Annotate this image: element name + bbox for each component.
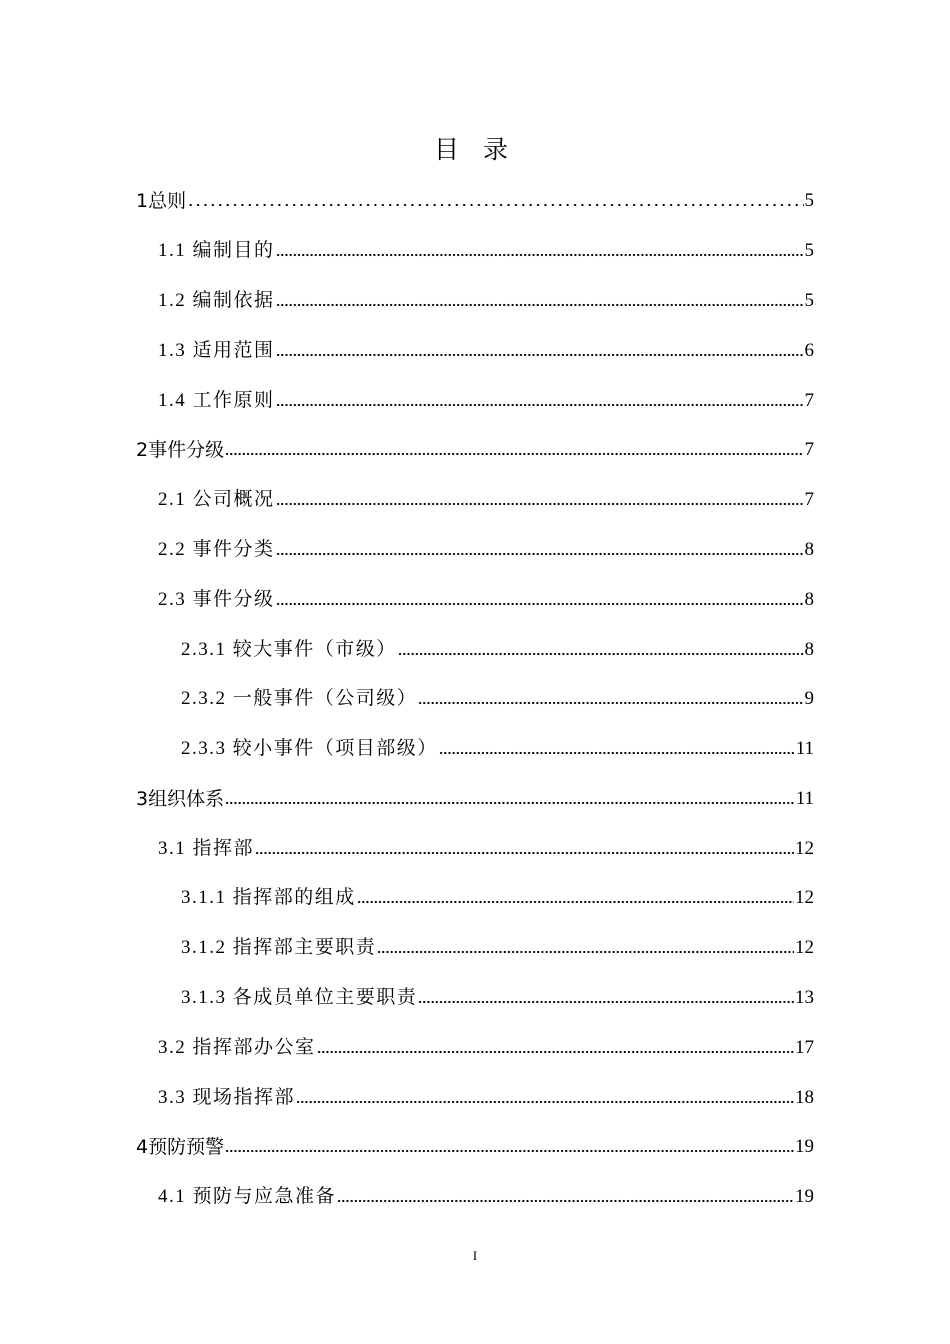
- toc-entry-page: 11: [795, 738, 814, 759]
- toc-entry-label: 3.1 指挥部: [158, 838, 255, 859]
- toc-entry-page: 13: [795, 987, 814, 1008]
- toc-entry-3-3[interactable]: [158, 1083, 814, 1113]
- toc-entry-page: 7: [804, 489, 814, 510]
- toc-entry-page: 18: [795, 1087, 814, 1108]
- toc-entry-page: 8: [804, 589, 814, 610]
- toc-entry-label: 2.3.3 较小事件（项目部级）: [181, 738, 438, 759]
- toc-entry-4[interactable]: [136, 1132, 814, 1162]
- dot-leader: [276, 601, 804, 607]
- dot-leader: [276, 252, 804, 258]
- toc-entry-label: 3.3 现场指挥部: [158, 1087, 296, 1108]
- toc-entry-2-3-1[interactable]: [181, 635, 814, 665]
- toc-entry-label: 1.3 适用范围: [158, 340, 275, 361]
- toc-entry-2-1[interactable]: [158, 485, 814, 515]
- dot-leader: [187, 202, 803, 208]
- toc-entry-3-1-1[interactable]: [181, 883, 814, 913]
- toc-entry-label: 1总则: [136, 190, 187, 212]
- dot-leader: [296, 1099, 794, 1105]
- dot-leader: [225, 800, 795, 806]
- toc-entry-1-4[interactable]: [158, 386, 814, 416]
- toc-entry-1-2[interactable]: [158, 286, 814, 316]
- toc-entry-page: 5: [804, 240, 814, 261]
- toc-entry-3-1-3[interactable]: [181, 983, 814, 1013]
- toc-entry-page: 8: [804, 639, 814, 660]
- toc-entry-page: 5: [804, 190, 814, 211]
- toc-entry-page: 9: [804, 688, 814, 709]
- toc-entry-3-1-2[interactable]: [181, 933, 814, 963]
- toc-entry-label: 4.1 预防与应急准备: [158, 1186, 337, 1207]
- toc-entry-2-3-3[interactable]: [181, 734, 814, 764]
- page-title: 目 录: [434, 135, 516, 164]
- dot-leader: [357, 899, 794, 905]
- dot-leader: [377, 949, 794, 955]
- dot-leader: [418, 700, 803, 706]
- page-number: I: [472, 1248, 478, 1263]
- toc-entry-label: 2事件分级: [136, 439, 225, 461]
- toc-entry-label: 2.1 公司概况: [158, 489, 275, 510]
- toc-entry-page: 5: [804, 290, 814, 311]
- toc-entry-page: 11: [795, 788, 814, 809]
- toc-entry-3[interactable]: [136, 784, 814, 814]
- toc-entry-1-1[interactable]: [158, 236, 814, 266]
- toc-entry-2[interactable]: [136, 435, 814, 465]
- dot-leader: [276, 402, 804, 408]
- toc-entry-label: 2.2 事件分类: [158, 539, 275, 560]
- dot-leader: [276, 302, 804, 308]
- toc-entry-2-2[interactable]: [158, 535, 814, 565]
- toc-entry-page: 12: [795, 838, 814, 859]
- toc-entry-3-2[interactable]: [158, 1033, 814, 1063]
- toc-entry-3-1[interactable]: [158, 834, 814, 864]
- toc-entry-label: 3.1.2 指挥部主要职责: [181, 937, 377, 958]
- toc-entry-1-3[interactable]: [158, 336, 814, 366]
- toc-entry-2-3-2[interactable]: [181, 684, 814, 714]
- toc-entry-label: 3组织体系: [136, 788, 225, 810]
- toc-entry-label: 1.1 编制目的: [158, 240, 275, 261]
- toc-entry-page: 7: [804, 439, 814, 460]
- toc-entry-label: 1.4 工作原则: [158, 390, 275, 411]
- toc-entry-label: 3.1.3 各成员单位主要职责: [181, 987, 418, 1008]
- dot-leader: [276, 501, 804, 507]
- toc-entry-4-1[interactable]: [158, 1182, 814, 1212]
- toc-entry-label: 2.3 事件分级: [158, 589, 275, 610]
- toc-entry-label: 2.3.1 较大事件（市级）: [181, 639, 397, 660]
- dot-leader: [276, 551, 804, 557]
- toc-entry-1[interactable]: [136, 186, 814, 216]
- dot-leader: [317, 1049, 794, 1055]
- toc-entry-label: 4预防预警: [136, 1136, 225, 1158]
- toc-entry-page: 8: [804, 539, 814, 560]
- toc-entry-label: 3.2 指挥部办公室: [158, 1037, 316, 1058]
- toc-entry-label: 1.2 编制依据: [158, 290, 275, 311]
- toc-entry-page: 6: [804, 340, 814, 361]
- toc-entry-page: 19: [795, 1136, 814, 1157]
- dot-leader: [439, 750, 795, 756]
- toc-entry-label: 3.1.1 指挥部的组成: [181, 887, 356, 908]
- toc-entry-page: 12: [795, 887, 814, 908]
- dot-leader: [255, 850, 794, 856]
- dot-leader: [225, 451, 803, 457]
- dot-leader: [398, 651, 804, 657]
- dot-leader: [418, 999, 794, 1005]
- toc-entry-2-3[interactable]: [158, 585, 814, 615]
- dot-leader: [225, 1148, 794, 1154]
- toc-entry-page: 7: [804, 390, 814, 411]
- toc-entry-page: 17: [795, 1037, 814, 1058]
- dot-leader: [337, 1198, 794, 1204]
- toc-entry-label: 2.3.2 一般事件（公司级）: [181, 688, 418, 709]
- toc-entry-page: 12: [795, 937, 814, 958]
- toc-entry-page: 19: [795, 1186, 814, 1207]
- dot-leader: [276, 352, 804, 358]
